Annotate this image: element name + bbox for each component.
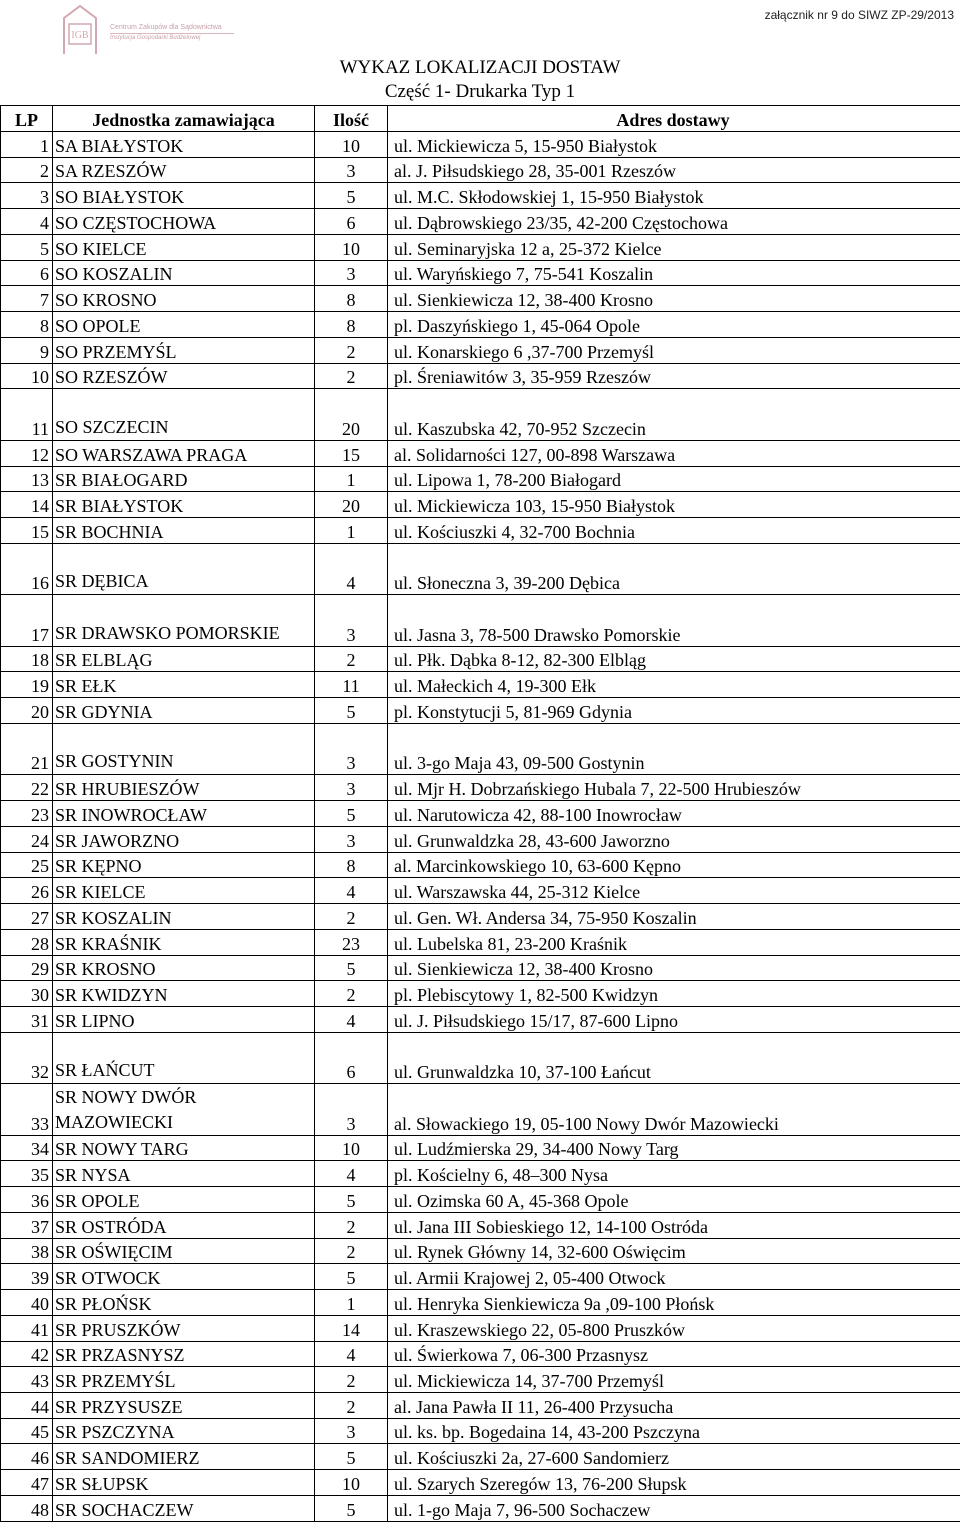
table-row bbox=[1, 646, 960, 672]
table-row bbox=[1, 286, 960, 312]
cell-unit: SO RZESZÓW bbox=[53, 363, 315, 389]
cell-address: ul. Henryka Sienkiewicza 9a ,09-100 Płońsk bbox=[388, 1290, 960, 1316]
cell-address: ul. Warszawska 44, 25-312 Kielce bbox=[388, 878, 960, 904]
cell-unit: SR SANDOMIERZ bbox=[53, 1444, 315, 1470]
cell-address: ul. Lipowa 1, 78-200 Białogard bbox=[388, 466, 960, 492]
cell-unit: SR PRZYSUSZE bbox=[53, 1392, 315, 1418]
cell-address: pl. Daszyńskiego 1, 45-064 Opole bbox=[388, 312, 960, 338]
cell-lp: 27 bbox=[1, 904, 53, 930]
cell-qty: 5 bbox=[315, 801, 388, 827]
cell-qty: 4 bbox=[315, 543, 388, 594]
cell-lp: 47 bbox=[1, 1470, 53, 1496]
cell-qty: 3 bbox=[315, 775, 388, 801]
cell-unit: SR BIAŁYSTOK bbox=[53, 492, 315, 518]
cell-lp: 24 bbox=[1, 826, 53, 852]
cell-lp: 15 bbox=[1, 518, 53, 544]
table-row bbox=[1, 234, 960, 260]
cell-unit: SR EŁK bbox=[53, 672, 315, 698]
table-row bbox=[1, 698, 960, 724]
cell-unit: SR OTWOCK bbox=[53, 1264, 315, 1290]
table-row bbox=[1, 1212, 960, 1238]
cell-address: ul. ks. bp. Bogedaina 14, 43-200 Pszczyna bbox=[388, 1418, 960, 1444]
cell-address: ul. Szarych Szeregów 13, 76-200 Słupsk bbox=[388, 1470, 960, 1496]
cell-lp: 40 bbox=[1, 1290, 53, 1316]
cell-address: ul. Ozimska 60 A, 45-368 Opole bbox=[388, 1187, 960, 1213]
table-row bbox=[1, 672, 960, 698]
table-row bbox=[1, 1367, 960, 1393]
cell-address: ul. J. Piłsudskiego 15/17, 87-600 Lipno bbox=[388, 1006, 960, 1032]
cell-address: al. Słowackiego 19, 05-100 Nowy Dwór Mazowiecki bbox=[388, 1084, 960, 1135]
cell-unit: SR LIPNO bbox=[53, 1006, 315, 1032]
cell-address: al. Jana Pawła II 11, 26-400 Przysucha bbox=[388, 1392, 960, 1418]
cell-lp: 2 bbox=[1, 157, 53, 183]
cell-address: ul. Ludźmierska 29, 34-400 Nowy Targ bbox=[388, 1135, 960, 1161]
cell-unit: SR SOCHACZEW bbox=[53, 1495, 315, 1521]
cell-unit: SR NOWY TARG bbox=[53, 1135, 315, 1161]
cell-qty: 5 bbox=[315, 1444, 388, 1470]
table-row bbox=[1, 466, 960, 492]
column-header-unit: Jednostka zamawiająca bbox=[53, 106, 315, 132]
cell-unit: SR NOWY DWÓR MAZOWIECKI bbox=[53, 1084, 315, 1135]
cell-unit: SO KIELCE bbox=[53, 234, 315, 260]
svg-text:IGB: IGB bbox=[71, 30, 89, 41]
cell-lp: 11 bbox=[1, 389, 53, 440]
cell-qty: 3 bbox=[315, 1418, 388, 1444]
cell-qty: 6 bbox=[315, 1032, 388, 1083]
table-row bbox=[1, 1084, 960, 1135]
cell-lp: 43 bbox=[1, 1367, 53, 1393]
table-header-row bbox=[1, 106, 960, 132]
cell-address: ul. 3-go Maja 43, 09-500 Gostynin bbox=[388, 723, 960, 774]
cell-unit: SR KROSNO bbox=[53, 955, 315, 981]
cell-lp: 29 bbox=[1, 955, 53, 981]
cell-lp: 39 bbox=[1, 1264, 53, 1290]
table-row bbox=[1, 132, 960, 158]
cell-qty: 2 bbox=[315, 1367, 388, 1393]
cell-lp: 25 bbox=[1, 852, 53, 878]
cell-address: ul. Narutowicza 42, 88-100 Inowrocław bbox=[388, 801, 960, 827]
cell-lp: 26 bbox=[1, 878, 53, 904]
cell-lp: 22 bbox=[1, 775, 53, 801]
cell-unit: SO WARSZAWA PRAGA bbox=[53, 440, 315, 466]
cell-lp: 41 bbox=[1, 1315, 53, 1341]
cell-lp: 31 bbox=[1, 1006, 53, 1032]
cell-qty: 2 bbox=[315, 337, 388, 363]
cell-address: ul. Gen. Wł. Andersa 34, 75-950 Koszalin bbox=[388, 904, 960, 930]
cell-address: ul. 1-go Maja 7, 96-500 Sochaczew bbox=[388, 1495, 960, 1521]
cell-address: al. Solidarności 127, 00-898 Warszawa bbox=[388, 440, 960, 466]
cell-address: ul. Kaszubska 42, 70-952 Szczecin bbox=[388, 389, 960, 440]
cell-address: ul. Kościuszki 4, 32-700 Bochnia bbox=[388, 518, 960, 544]
cell-address: ul. Grunwaldzka 28, 43-600 Jaworzno bbox=[388, 826, 960, 852]
cell-qty: 10 bbox=[315, 132, 388, 158]
cell-unit: SR JAWORZNO bbox=[53, 826, 315, 852]
cell-qty: 8 bbox=[315, 312, 388, 338]
cell-address: pl. Kościelny 6, 48–300 Nysa bbox=[388, 1161, 960, 1187]
table-row bbox=[1, 1341, 960, 1367]
cell-lp: 10 bbox=[1, 363, 53, 389]
cell-lp: 16 bbox=[1, 543, 53, 594]
table-row bbox=[1, 1444, 960, 1470]
cell-qty: 1 bbox=[315, 466, 388, 492]
cell-qty: 23 bbox=[315, 929, 388, 955]
cell-address: ul. Jana III Sobieskiego 12, 14-100 Ostróda bbox=[388, 1212, 960, 1238]
table-row bbox=[1, 1161, 960, 1187]
column-header-qty: Ilość bbox=[315, 106, 388, 132]
cell-qty: 4 bbox=[315, 1161, 388, 1187]
logo bbox=[58, 2, 238, 62]
cell-address: ul. Słoneczna 3, 39-200 Dębica bbox=[388, 543, 960, 594]
cell-qty: 3 bbox=[315, 723, 388, 774]
table-row bbox=[1, 1187, 960, 1213]
column-header-lp: LP bbox=[1, 106, 53, 132]
cell-qty: 2 bbox=[315, 904, 388, 930]
cell-unit: SR OPOLE bbox=[53, 1187, 315, 1213]
cell-qty: 3 bbox=[315, 260, 388, 286]
cell-lp: 48 bbox=[1, 1495, 53, 1521]
cell-unit: SR KWIDZYN bbox=[53, 981, 315, 1007]
table-row bbox=[1, 1418, 960, 1444]
table-row bbox=[1, 1006, 960, 1032]
cell-qty: 11 bbox=[315, 672, 388, 698]
cell-address: ul. Sienkiewicza 12, 38-400 Krosno bbox=[388, 286, 960, 312]
cell-qty: 20 bbox=[315, 389, 388, 440]
cell-qty: 2 bbox=[315, 1212, 388, 1238]
table-row bbox=[1, 801, 960, 827]
cell-lp: 23 bbox=[1, 801, 53, 827]
cell-qty: 2 bbox=[315, 981, 388, 1007]
table-row bbox=[1, 543, 960, 594]
cell-address: ul. Kościuszki 2a, 27-600 Sandomierz bbox=[388, 1444, 960, 1470]
cell-lp: 33 bbox=[1, 1084, 53, 1135]
cell-address: ul. Świerkowa 7, 06-300 Przasnysz bbox=[388, 1341, 960, 1367]
table-row bbox=[1, 595, 960, 646]
cell-address: ul. Armii Krajowej 2, 05-400 Otwock bbox=[388, 1264, 960, 1290]
cell-qty: 10 bbox=[315, 1470, 388, 1496]
cell-lp: 12 bbox=[1, 440, 53, 466]
cell-unit: SO SZCZECIN bbox=[53, 389, 315, 440]
table-row bbox=[1, 904, 960, 930]
cell-address: ul. Mjr H. Dobrzańskiego Hubala 7, 22-500 Hrubieszów bbox=[388, 775, 960, 801]
cell-lp: 17 bbox=[1, 595, 53, 646]
cell-qty: 1 bbox=[315, 518, 388, 544]
cell-qty: 8 bbox=[315, 286, 388, 312]
cell-qty: 5 bbox=[315, 955, 388, 981]
table-row bbox=[1, 723, 960, 774]
cell-qty: 2 bbox=[315, 363, 388, 389]
cell-unit: SO BIAŁYSTOK bbox=[53, 183, 315, 209]
table-row bbox=[1, 981, 960, 1007]
cell-qty: 3 bbox=[315, 826, 388, 852]
cell-qty: 10 bbox=[315, 234, 388, 260]
cell-address: pl. Plebiscytowy 1, 82-500 Kwidzyn bbox=[388, 981, 960, 1007]
cell-qty: 5 bbox=[315, 1264, 388, 1290]
cell-qty: 5 bbox=[315, 183, 388, 209]
logo-line-2: Instytucja Gospodarki Budżetowej bbox=[110, 35, 200, 41]
cell-unit: SR GDYNIA bbox=[53, 698, 315, 724]
table-row bbox=[1, 1495, 960, 1521]
cell-qty: 2 bbox=[315, 1392, 388, 1418]
logo-divider bbox=[110, 33, 234, 34]
cell-unit: SO CZĘSTOCHOWA bbox=[53, 209, 315, 235]
cell-unit: SA BIAŁYSTOK bbox=[53, 132, 315, 158]
cell-lp: 21 bbox=[1, 723, 53, 774]
cell-address: pl. Śreniawitów 3, 35-959 Rzeszów bbox=[388, 363, 960, 389]
cell-unit: SR KOSZALIN bbox=[53, 904, 315, 930]
cell-address: ul. Małeckich 4, 19-300 Ełk bbox=[388, 672, 960, 698]
table-row bbox=[1, 878, 960, 904]
table-row bbox=[1, 440, 960, 466]
table-row bbox=[1, 929, 960, 955]
cell-qty: 3 bbox=[315, 157, 388, 183]
cell-lp: 35 bbox=[1, 1161, 53, 1187]
cell-lp: 36 bbox=[1, 1187, 53, 1213]
table-row bbox=[1, 775, 960, 801]
cell-lp: 8 bbox=[1, 312, 53, 338]
cell-unit: SR INOWROCŁAW bbox=[53, 801, 315, 827]
cell-lp: 28 bbox=[1, 929, 53, 955]
table-row bbox=[1, 1135, 960, 1161]
table-row bbox=[1, 1290, 960, 1316]
cell-unit: SR PŁOŃSK bbox=[53, 1290, 315, 1316]
cell-address: al. Marcinkowskiego 10, 63-600 Kępno bbox=[388, 852, 960, 878]
cell-unit: SR ŁAŃCUT bbox=[53, 1032, 315, 1083]
column-header-address: Adres dostawy bbox=[388, 106, 960, 132]
cell-unit: SR KIELCE bbox=[53, 878, 315, 904]
cell-lp: 14 bbox=[1, 492, 53, 518]
cell-lp: 37 bbox=[1, 1212, 53, 1238]
cell-unit: SR KĘPNO bbox=[53, 852, 315, 878]
cell-unit: SR SŁUPSK bbox=[53, 1470, 315, 1496]
cell-qty: 3 bbox=[315, 1084, 388, 1135]
cell-unit: SO KOSZALIN bbox=[53, 260, 315, 286]
table-row bbox=[1, 955, 960, 981]
cell-unit: SO PRZEMYŚL bbox=[53, 337, 315, 363]
cell-address: ul. Mickiewicza 103, 15-950 Białystok bbox=[388, 492, 960, 518]
cell-address: ul. M.C. Skłodowskiej 1, 15-950 Białystok bbox=[388, 183, 960, 209]
cell-unit: SR BIAŁOGARD bbox=[53, 466, 315, 492]
table-row bbox=[1, 1392, 960, 1418]
cell-unit: SR HRUBIESZÓW bbox=[53, 775, 315, 801]
cell-lp: 6 bbox=[1, 260, 53, 286]
cell-address: ul. Waryńskiego 7, 75-541 Koszalin bbox=[388, 260, 960, 286]
table-row bbox=[1, 492, 960, 518]
cell-qty: 8 bbox=[315, 852, 388, 878]
cell-unit: SR PRZEMYŚL bbox=[53, 1367, 315, 1393]
table-row bbox=[1, 1315, 960, 1341]
cell-address: ul. Mickiewicza 14, 37-700 Przemyśl bbox=[388, 1367, 960, 1393]
cell-unit: SA RZESZÓW bbox=[53, 157, 315, 183]
cell-address: ul. Płk. Dąbka 8-12, 82-300 Elbląg bbox=[388, 646, 960, 672]
cell-unit: SR DĘBICA bbox=[53, 543, 315, 594]
cell-unit: SR PSZCZYNA bbox=[53, 1418, 315, 1444]
cell-lp: 3 bbox=[1, 183, 53, 209]
table-row bbox=[1, 826, 960, 852]
cell-qty: 5 bbox=[315, 1495, 388, 1521]
table-body bbox=[1, 132, 960, 1522]
delivery-locations-table bbox=[0, 105, 960, 1522]
cell-lp: 38 bbox=[1, 1238, 53, 1264]
table-row bbox=[1, 157, 960, 183]
cell-lp: 44 bbox=[1, 1392, 53, 1418]
logo-line-1: Centrum Zakupów dla Sądownictwa bbox=[110, 24, 222, 31]
cell-qty: 14 bbox=[315, 1315, 388, 1341]
cell-lp: 5 bbox=[1, 234, 53, 260]
cell-address: ul. Rynek Główny 14, 32-600 Oświęcim bbox=[388, 1238, 960, 1264]
cell-unit: SR BOCHNIA bbox=[53, 518, 315, 544]
cell-qty: 15 bbox=[315, 440, 388, 466]
cell-lp: 13 bbox=[1, 466, 53, 492]
cell-lp: 7 bbox=[1, 286, 53, 312]
cell-lp: 42 bbox=[1, 1341, 53, 1367]
cell-address: ul. Sienkiewicza 12, 38-400 Krosno bbox=[388, 955, 960, 981]
table-row bbox=[1, 389, 960, 440]
table-row bbox=[1, 260, 960, 286]
table-row bbox=[1, 518, 960, 544]
cell-address: ul. Mickiewicza 5, 15-950 Białystok bbox=[388, 132, 960, 158]
table-row bbox=[1, 312, 960, 338]
cell-unit: SR OSTRÓDA bbox=[53, 1212, 315, 1238]
cell-unit: SR NYSA bbox=[53, 1161, 315, 1187]
table-row bbox=[1, 1264, 960, 1290]
cell-qty: 4 bbox=[315, 878, 388, 904]
cell-unit: SR DRAWSKO POMORSKIE bbox=[53, 595, 315, 646]
cell-qty: 4 bbox=[315, 1006, 388, 1032]
cell-qty: 1 bbox=[315, 1290, 388, 1316]
cell-unit: SR ELBLĄG bbox=[53, 646, 315, 672]
cell-address: ul. Konarskiego 6 ,37-700 Przemyśl bbox=[388, 337, 960, 363]
cell-qty: 5 bbox=[315, 698, 388, 724]
cell-qty: 3 bbox=[315, 595, 388, 646]
table-row bbox=[1, 337, 960, 363]
page-title: WYKAZ LOKALIZACJI DOSTAW bbox=[0, 57, 960, 79]
cell-address: al. J. Piłsudskiego 28, 35-001 Rzeszów bbox=[388, 157, 960, 183]
cell-address: ul. Seminaryjska 12 a, 25-372 Kielce bbox=[388, 234, 960, 260]
cell-unit: SO KROSNO bbox=[53, 286, 315, 312]
cell-address: ul. Dąbrowskiego 23/35, 42-200 Częstochowa bbox=[388, 209, 960, 235]
table-row bbox=[1, 1238, 960, 1264]
table-row bbox=[1, 852, 960, 878]
cell-lp: 34 bbox=[1, 1135, 53, 1161]
court-logo-icon bbox=[58, 2, 102, 58]
attachment-note: załącznik nr 9 do SIWZ ZP-29/2013 bbox=[765, 8, 954, 22]
cell-unit: SR PRUSZKÓW bbox=[53, 1315, 315, 1341]
cell-address: ul. Grunwaldzka 10, 37-100 Łańcut bbox=[388, 1032, 960, 1083]
cell-lp: 20 bbox=[1, 698, 53, 724]
cell-qty: 4 bbox=[315, 1341, 388, 1367]
cell-unit: SR KRAŚNIK bbox=[53, 929, 315, 955]
cell-unit: SR GOSTYNIN bbox=[53, 723, 315, 774]
cell-address: ul. Kraszewskiego 22, 05-800 Pruszków bbox=[388, 1315, 960, 1341]
cell-lp: 4 bbox=[1, 209, 53, 235]
cell-lp: 1 bbox=[1, 132, 53, 158]
table-row bbox=[1, 363, 960, 389]
cell-lp: 9 bbox=[1, 337, 53, 363]
cell-qty: 5 bbox=[315, 1187, 388, 1213]
cell-qty: 6 bbox=[315, 209, 388, 235]
cell-unit: SR PRZASNYSZ bbox=[53, 1341, 315, 1367]
cell-unit: SR OŚWIĘCIM bbox=[53, 1238, 315, 1264]
cell-qty: 2 bbox=[315, 1238, 388, 1264]
cell-lp: 19 bbox=[1, 672, 53, 698]
cell-lp: 45 bbox=[1, 1418, 53, 1444]
cell-address: pl. Konstytucji 5, 81-969 Gdynia bbox=[388, 698, 960, 724]
cell-address: ul. Lubelska 81, 23-200 Kraśnik bbox=[388, 929, 960, 955]
cell-address: ul. Jasna 3, 78-500 Drawsko Pomorskie bbox=[388, 595, 960, 646]
cell-lp: 46 bbox=[1, 1444, 53, 1470]
table-row bbox=[1, 1032, 960, 1083]
cell-unit: SO OPOLE bbox=[53, 312, 315, 338]
table-row bbox=[1, 209, 960, 235]
cell-qty: 20 bbox=[315, 492, 388, 518]
table-row bbox=[1, 183, 960, 209]
cell-lp: 32 bbox=[1, 1032, 53, 1083]
cell-lp: 30 bbox=[1, 981, 53, 1007]
cell-qty: 2 bbox=[315, 646, 388, 672]
cell-qty: 10 bbox=[315, 1135, 388, 1161]
cell-lp: 18 bbox=[1, 646, 53, 672]
page-subtitle: Część 1- Drukarka Typ 1 bbox=[0, 81, 960, 103]
